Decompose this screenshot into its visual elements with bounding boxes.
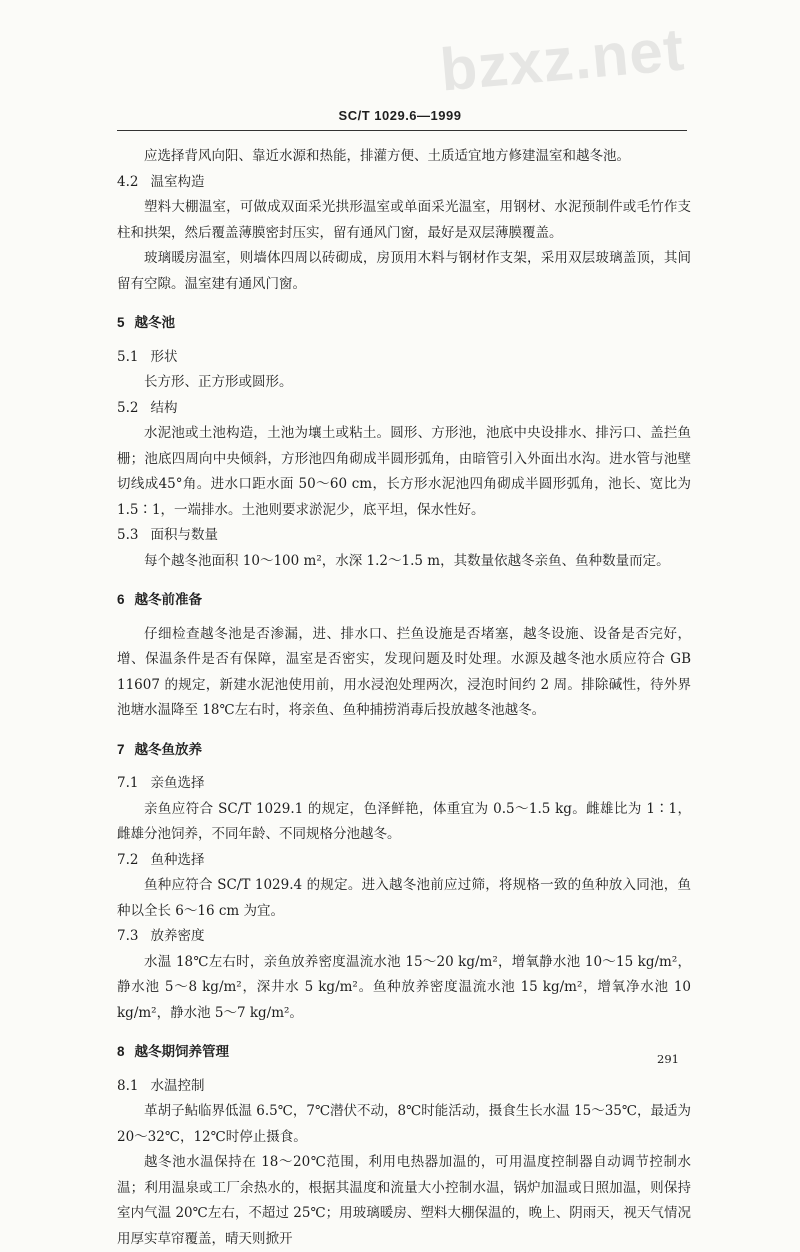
clause-title: 水温控制 (150, 1077, 205, 1094)
paragraph: 水温 18℃左右时，亲鱼放养密度温流水池 15～20 kg/m²，增氧静水池 10～15 kg/m²，静水池 5～8 kg/m²，深井水 5 kg/m²。鱼种放养密度温流水池 15 kg/m²，增氧净水池 10 kg/m²，静水池 5～7 kg/m²。 (117, 953, 691, 1021)
clause-heading-8-1 (117, 1074, 691, 1100)
clause-number: 5.1 (117, 348, 139, 365)
clause-heading-7-2 (117, 848, 691, 874)
clause-title: 形状 (150, 348, 178, 365)
standard-number-header: SC/T 1029.6—1999 (338, 108, 462, 123)
clause-title: 鱼种选择 (150, 851, 205, 868)
clause-heading-7-3 (117, 924, 691, 950)
paragraph: 仔细检查越冬池是否渗漏，进、排水口、拦鱼设施是否堵塞，越冬设施、设备是否完好，增、保温条件是否有保障，温室是否密实，发现问题及时处理。水源及越冬池水质应符合 GB 11607 的规定，新建水泥池使用前，用水浸泡处理两次，浸泡时间约 2 周。排除碱性，待外界池塘水温降至 18℃左右时，将亲鱼、鱼种捕捞消毒后投放越冬池越冬。 (117, 625, 691, 718)
paragraph: 长方形、正方形或圆形。 (144, 374, 293, 390)
paragraph: 亲鱼应符合 SC/T 1029.1 的规定，色泽鲜艳，体重宜为 0.5～1.5 kg。雌雄比为 1∶1，雌雄分池饲养，不同年龄、不同规格分池越冬。 (117, 800, 691, 842)
paragraph: 水泥池或土池构造，土池为壤土或粘土。圆形、方形池，池底中央设排水、排污口、盖拦鱼栅；池底四周向中央倾斜，方形池四角砌成半圆形弧角，由暗管引入外面出水沟。进水管与池壁切线成45°角。进水口距水面 50～60 cm，长方形水泥池四角砌成半圆形弧角，池长、宽比为 1.5∶1，一端排水。土池则要求淤泥少，底平坦，保水性好。 (117, 425, 691, 518)
section-title: 越冬期饲养管理 (134, 1044, 230, 1059)
section-title: 越冬鱼放养 (134, 741, 203, 757)
section-title: 越冬池 (134, 315, 176, 330)
section-number: 7 (117, 741, 125, 757)
clause-heading-7-1 (117, 771, 691, 797)
section-number: 8 (117, 1044, 125, 1059)
paragraph: 玻璃暖房温室，则墙体四周以砖砌成，房顶用木料与钢材作支架，采用双层玻璃盖顶，其间留有空隙。温室建有通风门窗。 (117, 250, 691, 292)
section-number: 6 (117, 592, 125, 607)
clause-number: 7.3 (117, 928, 139, 944)
page-number: 291 (657, 1052, 679, 1066)
header-rule (117, 130, 687, 131)
body-text (117, 144, 691, 1252)
clause-title: 面积与数量 (150, 527, 218, 543)
section-heading-8 (117, 1039, 691, 1065)
section-number: 5 (117, 315, 125, 330)
clause-heading-5-1 (117, 345, 691, 371)
clause-title: 亲鱼选择 (150, 775, 205, 791)
clause-title: 结构 (150, 399, 178, 416)
clause-number: 8.1 (117, 1077, 139, 1094)
clause-title: 放养密度 (150, 928, 205, 944)
clause-heading-5-2 (117, 396, 691, 422)
clause-number: 7.2 (117, 851, 139, 868)
clause-title: 温室构造 (150, 173, 205, 190)
clause-heading-4-2 (117, 170, 691, 196)
clause-number: 5.3 (117, 527, 139, 543)
section-heading-6 (117, 587, 691, 613)
watermark: bzxz.net (437, 15, 688, 104)
clause-number: 4.2 (117, 173, 139, 190)
paragraph: 塑料大棚温室，可做成双面采光拱形温室或单面采光温室，用钢材、水泥预制件或毛竹作支柱和拱架，然后覆盖薄膜密封压实，留有通风门窗，最好是双层薄膜覆盖。 (117, 199, 691, 241)
section-heading-7 (117, 737, 691, 763)
clause-heading-5-3 (117, 523, 691, 549)
paragraph: 越冬池水温保持在 18～20℃范围，利用电热器加温的，可用温度控制器自动调节控制水温；利用温泉或工厂余热水的，根据其温度和流量大小控制水温，锅炉加温或日照加温，则保持室内气温 20℃左右，不超过 25℃；用玻璃暖房、塑料大棚保温的，晚上、阴雨天，视天气情况用厚实草帘覆盖，晴天则掀开 (117, 1154, 691, 1247)
clause-number: 7.1 (117, 775, 139, 791)
paragraph: 每个越冬池面积 10～100 m²，水深 1.2～1.5 m，其数量依越冬亲鱼、鱼种数量而定。 (144, 552, 670, 569)
section-heading-5 (117, 310, 691, 336)
paragraph: 应选择背风向阳、靠近水源和热能，排灌方便、土质适宜地方修建温室和越冬池。 (144, 148, 630, 164)
section-title: 越冬前准备 (134, 592, 203, 607)
paragraph: 鱼种应符合 SC/T 1029.4 的规定。进入越冬池前应过筛，将规格一致的鱼种放入同池，鱼种以全长 6～16 cm 为宜。 (117, 877, 691, 919)
clause-number: 5.2 (117, 399, 139, 416)
paragraph: 革胡子鲇临界低温 6.5℃，7℃潜伏不动，8℃时能活动，摄食生长水温 15～35℃，最适为 20～32℃，12℃时停止摄食。 (117, 1103, 691, 1145)
